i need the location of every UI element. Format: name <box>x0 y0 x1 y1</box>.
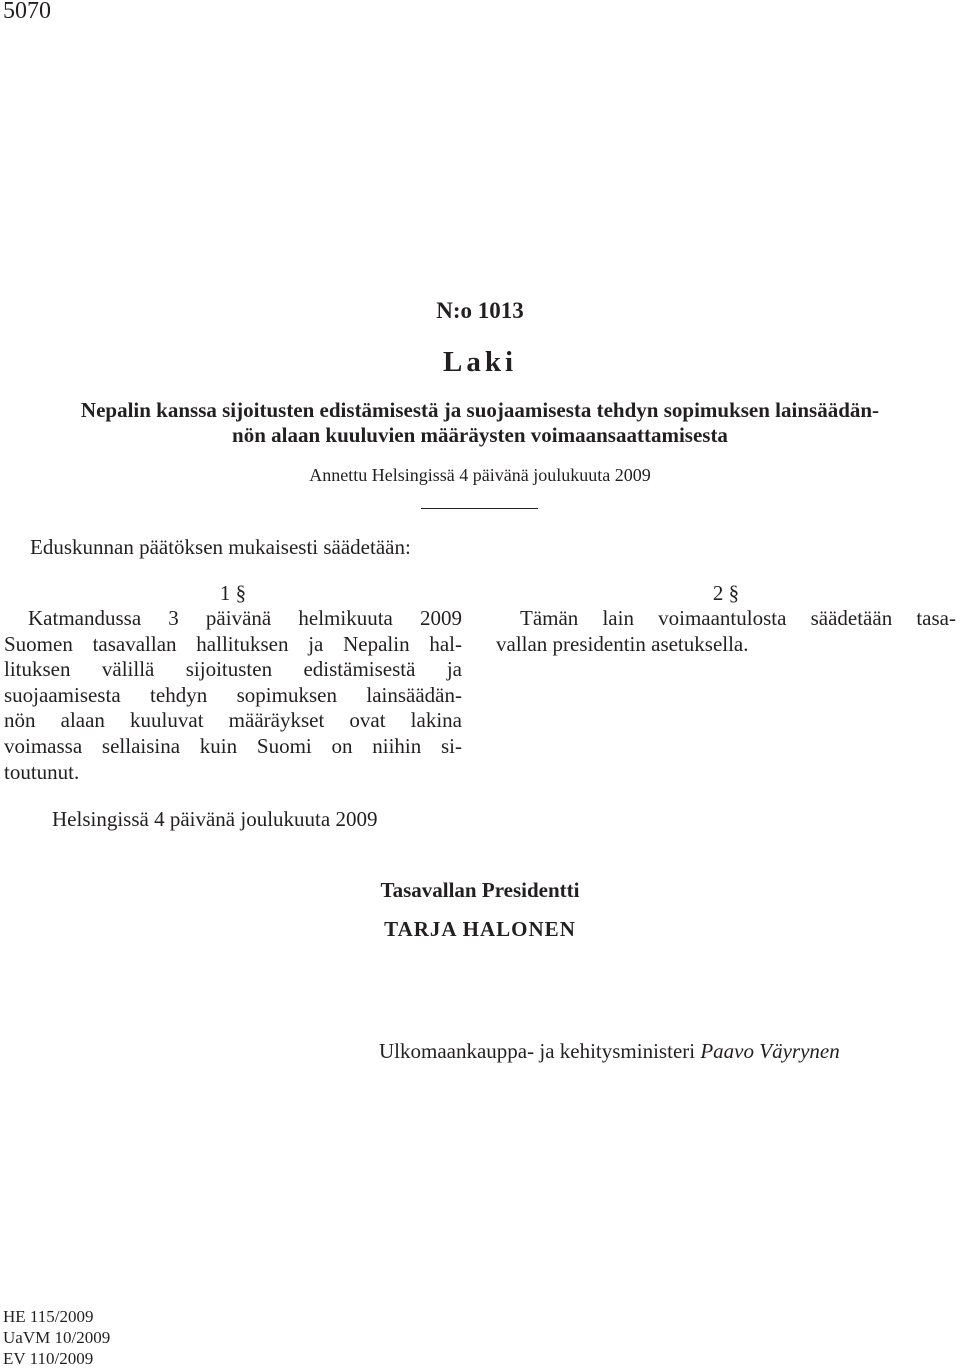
section-2 <box>496 580 956 657</box>
law-number: N:o 1013 <box>436 298 524 323</box>
law-title-line: Nepalin kanssa sijoitusten edistämisestä ja suojaamisesta tehdyn sopimuksen lainsäädän- <box>80 398 880 422</box>
enacting-clause: Eduskunnan päätöksen mukaisesti säädetään: <box>30 535 411 559</box>
president-name: TARJA HALONEN <box>384 917 576 941</box>
reference-item: UaVM 10/2009 <box>3 1328 111 1347</box>
section-2-line: vallan presidentin asetuksella. <box>496 631 749 656</box>
minister-title: Ulkomaankauppa- ja kehitysministeri <box>379 1039 696 1063</box>
section-1-mark: 1 § <box>219 581 247 605</box>
page-number: 5070 <box>3 0 51 24</box>
law-title-line: nön alaan kuuluvien määräysten voimaansaattamisesta <box>232 423 728 447</box>
president-title: Tasavallan Presidentti <box>380 878 580 902</box>
section-1-line: voimassa sellaisina kuin Suomi on niihin si- <box>4 733 462 758</box>
signing-place-date: Helsingissä 4 päivänä joulukuuta 2009 <box>52 807 378 831</box>
section-1 <box>4 580 462 785</box>
section-2-text <box>496 606 956 657</box>
section-2-line: Tämän lain voimaantulosta säädetään tasa- <box>520 606 956 630</box>
section-1-line: lituksen välillä sijoitusten edistämisestä ja <box>4 657 462 682</box>
section-1-line: toutunut. <box>4 759 80 784</box>
reference-item: EV 110/2009 <box>3 1349 94 1368</box>
reference-item: HE 115/2009 <box>3 1307 94 1326</box>
section-1-text <box>4 606 462 785</box>
section-1-line: nön alaan kuuluvat määräykset ovat lakina <box>4 708 462 733</box>
minister-name: Paavo Väyrynen <box>700 1039 840 1063</box>
minister-signature <box>379 1039 840 1064</box>
separator-rule <box>421 508 538 509</box>
issued-date: Annettu Helsingissä 4 päivänä joulukuuta 2009 <box>309 465 651 485</box>
section-1-line: Katmandussa 3 päivänä helmikuuta 2009 <box>28 606 462 630</box>
section-1-line: Suomen tasavallan hallituksen ja Nepalin hal- <box>4 631 462 656</box>
law-heading: Laki <box>442 346 518 378</box>
law-title <box>4 398 956 448</box>
section-2-mark: 2 § <box>712 581 740 605</box>
section-1-line: suojaamisesta tehdyn sopimuksen lainsäädän- <box>4 682 462 707</box>
legislative-references <box>3 1306 110 1369</box>
